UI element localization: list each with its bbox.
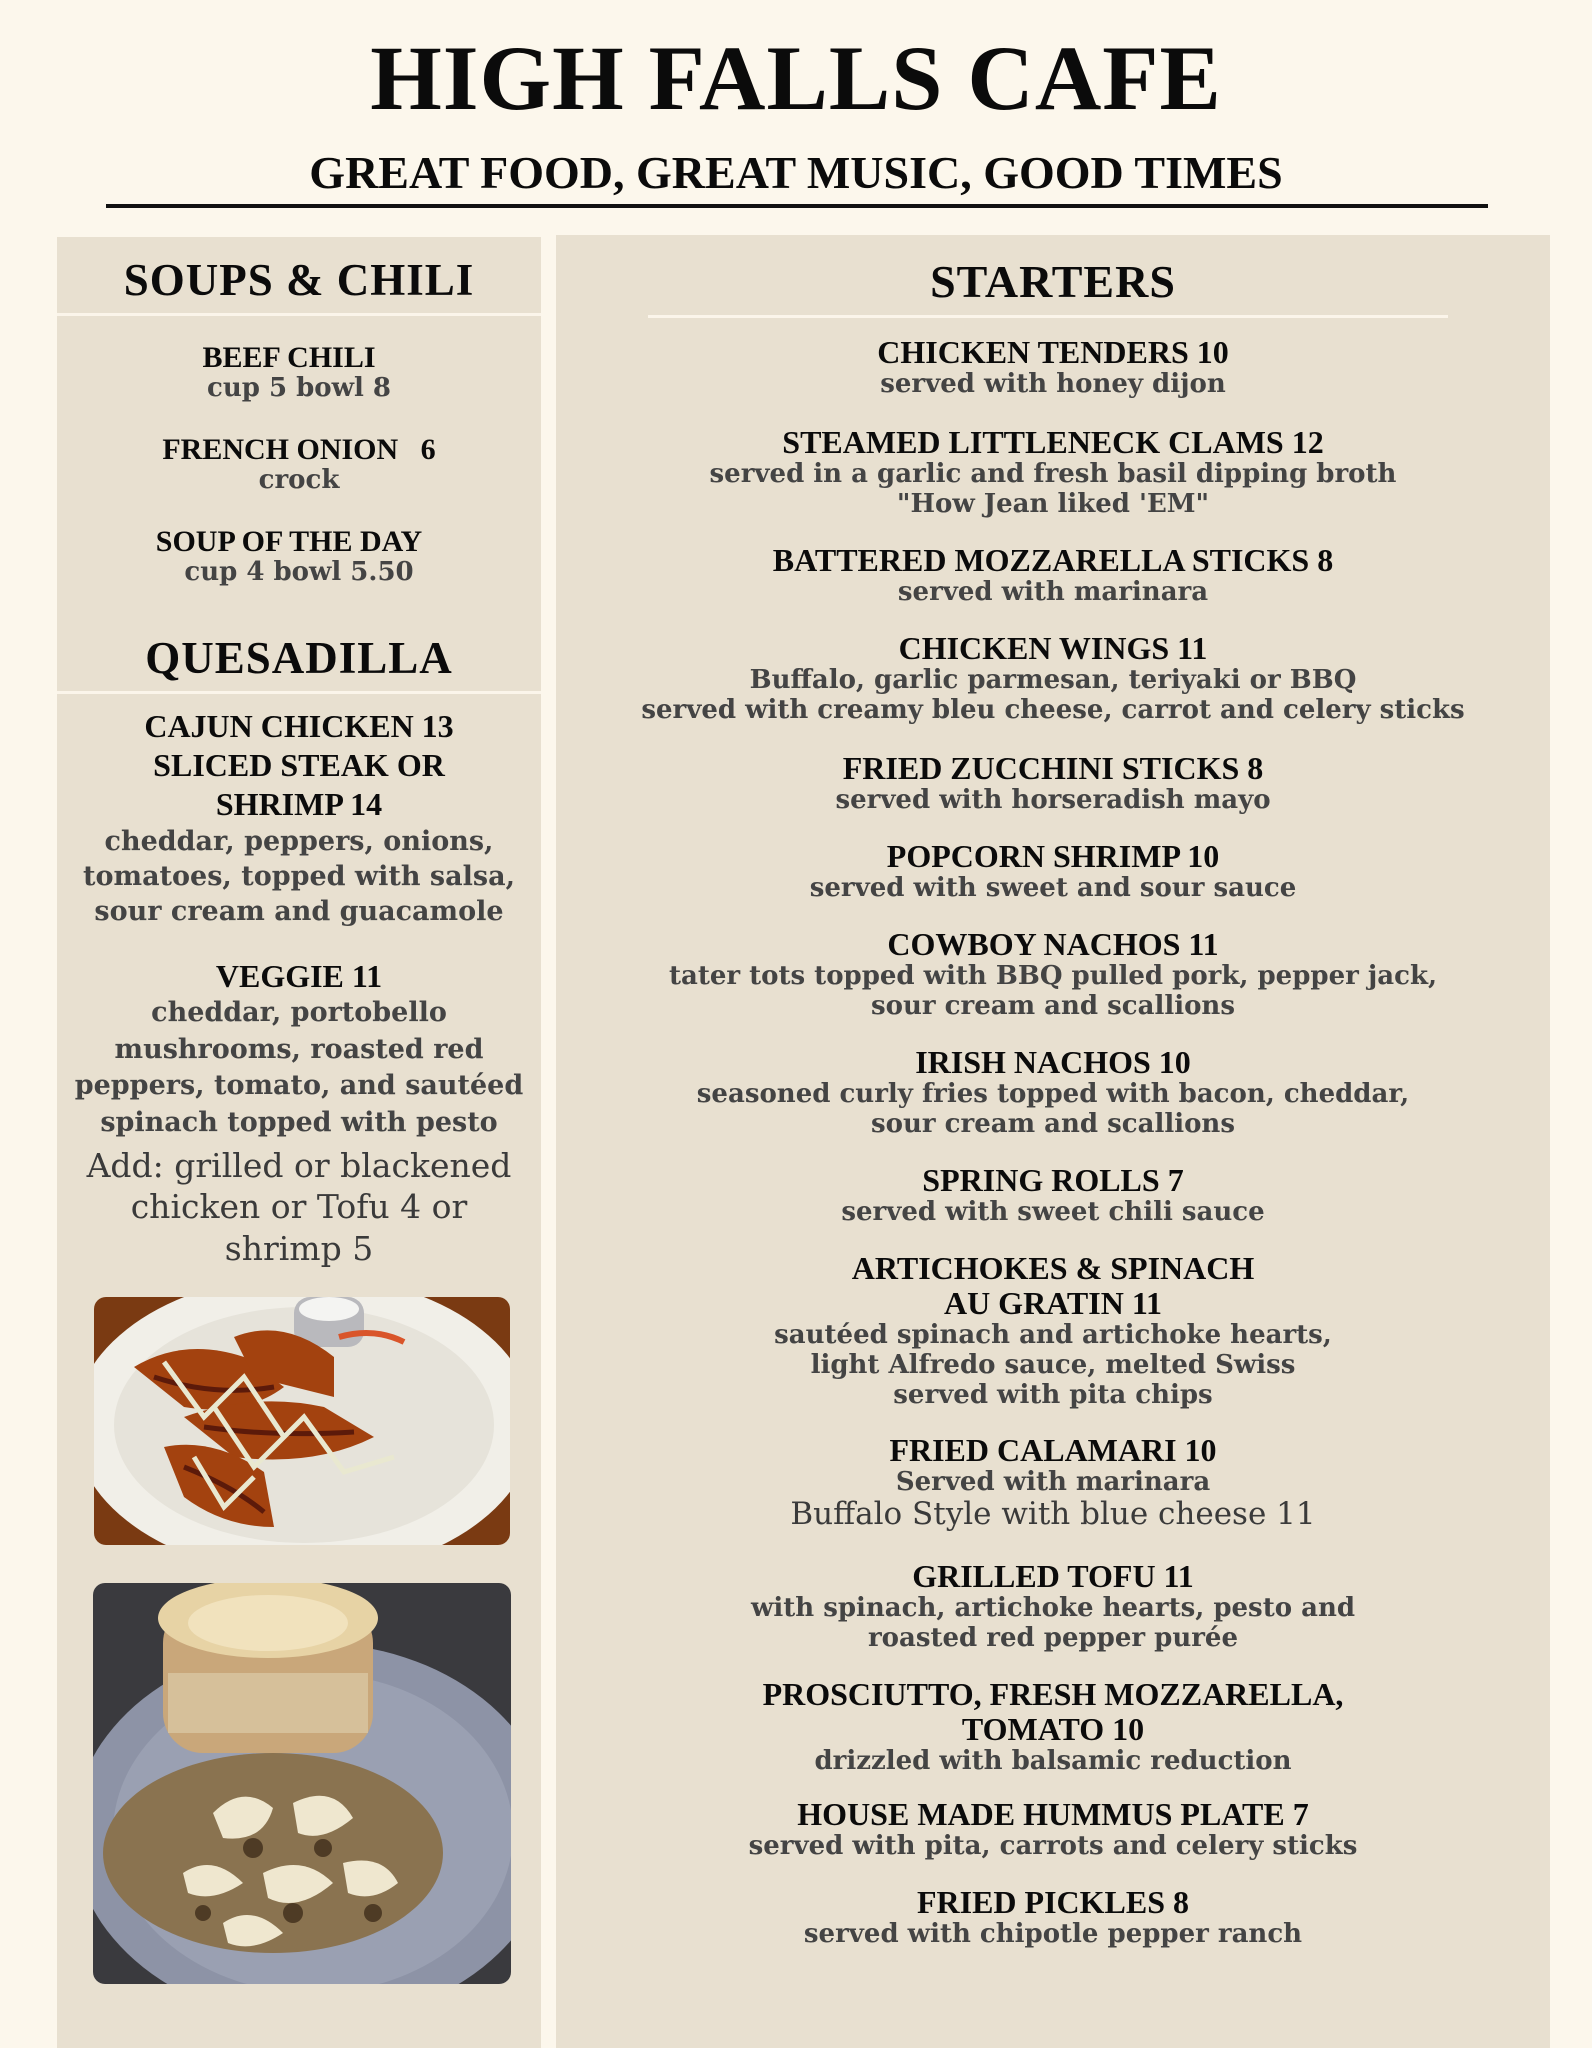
add-ons-note: Add: grilled or blackened chicken or Tofu 4 or shrimp 5: [86, 1146, 512, 1268]
restaurant-tagline: GREAT FOOD, GREAT MUSIC, GOOD TIMES: [309, 147, 1283, 198]
item-desc: cheddar, peppers, onions, tomatoes, topped with salsa, sour cream and guacamole: [83, 826, 515, 928]
item-name-line2: AU GRATIN 11: [943, 1285, 1163, 1322]
menu-item: [556, 1677, 1550, 1777]
item-desc-line2: served with creamy bleu cheese, carrot and celery sticks: [641, 695, 1465, 726]
item-desc: served with sweet and sour sauce: [809, 873, 1297, 904]
item-desc: seasoned curly fries topped with bacon, cheddar,: [696, 1079, 1410, 1110]
header-divider: [106, 204, 1488, 208]
item-name: SOUP OF THE DAY: [155, 525, 423, 558]
item-desc-line2: sour cream and scallions: [871, 991, 1235, 1022]
item-extra: Buffalo Style with blue cheese 11: [790, 1496, 1316, 1533]
item-name: POPCORN SHRIMP 10: [886, 838, 1220, 874]
item-desc: served with marinara: [897, 577, 1209, 608]
menu-item: [556, 335, 1550, 400]
starters-heading: STARTERS: [930, 256, 1176, 307]
item-name: STEAMED LITTLENECK CLAMS 12: [782, 424, 1324, 460]
item-name: BATTERED MOZZARELLA STICKS 8: [772, 542, 1334, 578]
menu-item: [556, 1251, 1550, 1411]
item-desc: sautéed spinach and artichoke hearts,: [774, 1320, 1332, 1351]
item-desc-line2: roasted red pepper purée: [867, 1623, 1239, 1654]
item-desc: cup 5 bowl 8: [206, 373, 392, 403]
starters-divider: [648, 315, 1448, 318]
menu-item: [57, 433, 541, 495]
item-desc: served with sweet chili sauce: [841, 1197, 1265, 1228]
left-column: [57, 237, 541, 2048]
menu-header: [0, 0, 1592, 210]
quesadilla-heading: QUESADILLA: [145, 633, 453, 683]
menu-item: [556, 1797, 1550, 1862]
menu-item: [77, 707, 521, 929]
item-desc: Buffalo, garlic parmesan, teriyaki or BBQ: [749, 665, 1357, 696]
item-name: FRENCH ONION 6: [162, 433, 436, 466]
item-desc: crock: [258, 465, 340, 495]
item-desc: served with horseradish mayo: [835, 785, 1271, 816]
item-desc: Served with marinara: [895, 1467, 1211, 1498]
quesadilla-divider: [57, 691, 541, 694]
menu-item: [556, 839, 1550, 904]
soups-heading: SOUPS & CHILI: [123, 255, 475, 305]
menu-item: [37, 525, 541, 587]
menu-item: [556, 927, 1550, 1022]
item-desc: served with pita, carrots and celery sticks: [748, 1831, 1358, 1862]
french-onion-soup-photo: [93, 1583, 511, 1984]
menu-item: [556, 1559, 1550, 1654]
item-desc: cheddar, portobello mushrooms, roasted red peppers, tomato, and sautéed spinach topped with pesto: [74, 997, 524, 1138]
menu-item: [556, 751, 1550, 816]
item-name: ARTICHOKES & SPINACH: [851, 1250, 1255, 1286]
item-name: CHICKEN TENDERS 10: [877, 334, 1229, 370]
item-desc: served in a garlic and fresh basil dipping broth: [709, 459, 1397, 490]
item-name: IRISH NACHOS 10: [915, 1044, 1191, 1080]
item-desc: with spinach, artichoke hearts, pesto and: [750, 1593, 1356, 1624]
menu-item: [69, 957, 529, 1141]
menu-item: [37, 341, 541, 403]
item-desc: cup 4 bowl 5.50: [184, 557, 414, 587]
restaurant-title: HIGH FALLS CAFE: [370, 27, 1222, 129]
item-desc-line3: served with pita chips: [893, 1380, 1213, 1411]
item-desc: served with chipotle pepper ranch: [803, 1919, 1303, 1950]
menu-item: [556, 543, 1550, 608]
item-name: CAJUN CHICKEN 13 SLICED STEAK OR SHRIMP 14: [144, 708, 454, 823]
item-desc-line2: "How Jean liked 'EM": [896, 489, 1210, 520]
menu-item: [556, 1433, 1550, 1531]
item-desc-line2: light Alfredo sauce, melted Swiss: [810, 1350, 1296, 1381]
menu-item: [556, 1885, 1550, 1950]
menu-item: [556, 1163, 1550, 1228]
item-desc-line2: sour cream and scallions: [871, 1109, 1235, 1140]
item-name: BEEF CHILI: [202, 341, 376, 374]
item-desc: served with honey dijon: [880, 369, 1226, 400]
item-name: CHICKEN WINGS 11: [898, 630, 1208, 666]
item-name: FRIED CALAMARI 10: [889, 1432, 1217, 1468]
menu-item: [556, 631, 1550, 726]
chicken-tenders-photo: [94, 1297, 510, 1545]
menu-item: [556, 1045, 1550, 1140]
item-desc: drizzled with balsamic reduction: [814, 1746, 1292, 1777]
right-column: [556, 235, 1550, 2048]
item-name: SPRING ROLLS 7: [922, 1162, 1184, 1198]
item-name: GRILLED TOFU 11: [912, 1558, 1194, 1594]
item-name: FRIED ZUCCHINI STICKS 8: [842, 750, 1264, 786]
item-name: VEGGIE 11: [215, 958, 383, 994]
item-name: COWBOY NACHOS 11: [887, 926, 1219, 962]
item-name: FRIED PICKLES 8: [916, 1884, 1190, 1920]
item-desc: tater tots topped with BBQ pulled pork, pepper jack,: [668, 961, 1438, 992]
soups-divider: [57, 313, 541, 316]
item-name: PROSCIUTTO, FRESH MOZZARELLA,: [762, 1676, 1344, 1712]
menu-item: [556, 425, 1550, 520]
item-name-line2: TOMATO 10: [961, 1711, 1145, 1748]
item-name: HOUSE MADE HUMMUS PLATE 7: [797, 1796, 1309, 1832]
